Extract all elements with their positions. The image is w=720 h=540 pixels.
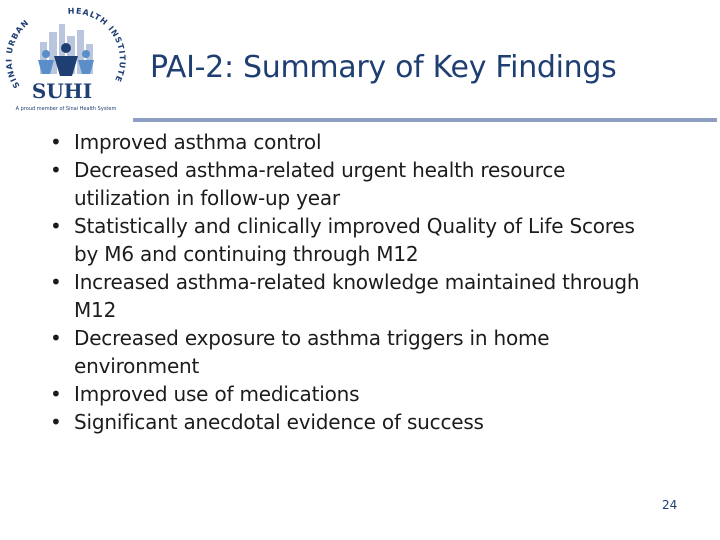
title-divider (133, 118, 717, 122)
findings-list (50, 128, 690, 436)
finding-item (50, 408, 690, 436)
page-number: 24 (662, 498, 678, 512)
finding-text-line: Increased asthma-related knowledge maintained through (74, 270, 640, 294)
suhi-logo (4, 2, 130, 114)
bullet-icon: • (50, 382, 62, 406)
finding-item (50, 268, 690, 324)
logo-tagline: A proud member of Sinai Health System (15, 106, 117, 112)
finding-text-line: Improved asthma control (74, 130, 322, 154)
finding-item (50, 324, 690, 380)
finding-item (50, 156, 690, 212)
logo-wordmark: SUHI (31, 79, 93, 103)
finding-text-line: Statistically and clinically improved Quality of Life Scores (74, 214, 635, 238)
finding-text-line: Significant anecdotal evidence of success (74, 410, 484, 434)
bullet-icon: • (50, 130, 62, 154)
bullet-icon: • (50, 158, 62, 182)
finding-text-line: utilization in follow-up year (74, 186, 340, 210)
logo-arc-left: SINAI URBAN (4, 17, 31, 90)
bullet-icon: • (50, 270, 62, 294)
finding-text-line: by M6 and continuing through M12 (74, 242, 419, 266)
finding-text-line: environment (74, 354, 200, 378)
finding-text-line: Decreased exposure to asthma triggers in home (74, 326, 550, 350)
finding-text-line: Improved use of medications (74, 382, 360, 406)
finding-text-line: M12 (74, 298, 117, 322)
finding-text-line: Decreased asthma-related urgent health resource (74, 158, 566, 182)
finding-item (50, 128, 690, 156)
logo-arc-right: HEALTH INSTITUTE (67, 6, 127, 84)
finding-item (50, 212, 690, 268)
svg-text:HEALTH INSTITUTE (68, 7, 127, 84)
suhi-logo-graphic (4, 2, 130, 114)
bullet-icon: • (50, 326, 62, 350)
bullet-icon: • (50, 410, 62, 434)
svg-text:SINAI URBAN (5, 18, 31, 90)
bullet-icon: • (50, 214, 62, 238)
finding-item (50, 380, 690, 408)
slide-title: PAI-2: Summary of Key Findings (150, 50, 617, 85)
